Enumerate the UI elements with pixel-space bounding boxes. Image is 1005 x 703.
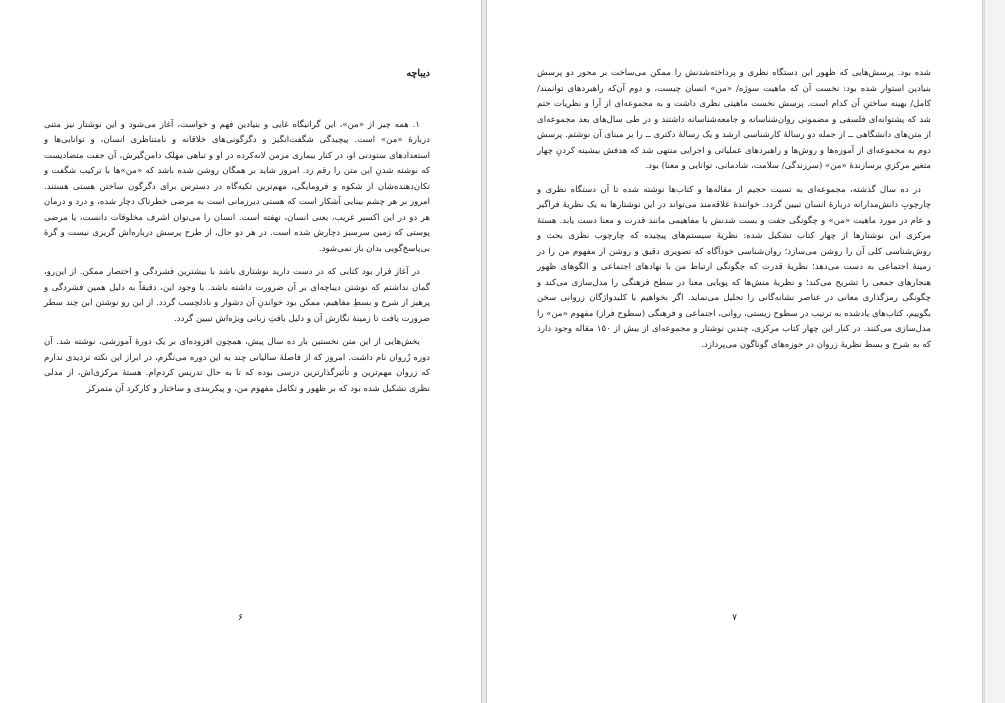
page-text-block (44, 66, 430, 405)
paragraph: در آغاز قرار بود کتابی که در دست دارید نوشتاری باشد با بیشترین فشردگی و اختصار ممکن. از این‌رو، گمان نداشتم که نوشتن دیباچه‌ای بر آن ضرورت داشته باشد. با وجود این، دقیقاً به دلیل همین فشردگی و پرهیز از شرح و بسطِ مفاهیم، ممکن بود خواندنِ آن دشوار و نادلچسب گردد. از این رو نوشتن این چند سطر ضرورت یافت تا زمینهٔ نگارش آن و دلیل بافتِ زبانی ویژه‌اش تبیین گردد. (44, 267, 430, 324)
viewer-scrollbar-track[interactable] (984, 0, 1005, 703)
paragraph: بخش‌هایی از این متن نخستین بار ده سال پیش، همچون افزوده‌ای بر یک دورهٔ آموزشی، نوشته شد. آن دوره زُروان نام داشت. امروز که از فاصلهٔ سالیانی چند به این دوره می‌نگرم، در ابراز این نکته تردیدی ندارم که زروان مهم‌ترین و تأثیرگذارترین درسی بوده که تا به حال تدریس کردم‌ام. هستهٔ مرکزی‌اش، از مدلی نظری تشکیل شده بود که بر ظهور و تکامل مفهوم من، و پیکربندی و ساختار و کارکرد آن متمرکز (44, 337, 430, 394)
document-page-right (486, 0, 983, 703)
document-page-left (0, 0, 482, 703)
page-number: ۶ (238, 613, 243, 623)
paragraph: شده بود. پرسش‌هایی که ظهور این دستگاه نظری و پرداخته‌شدنش را ممکن می‌ساخت بر محور دو پرسش بنیادین استوار شده بود: نخست آن که ماهیت سوژه/ «من» انسان چیست، و دوم آن‌که راهبردهای توانمند/ کامل/ بهینه ساختنِ آن کدام است. پرسش نخست ماهیتی نظری داشت و به مجموعه‌ای از آرا و نظریات ختم شد که پشتوانه‌ای فلسفی و مضمونی روان‌شناسانه و جامعه‌شناسانه داشتند و در طی سال‌های بعد مجموعه‌ای از متن‌های دانشگاهی ــ از جمله دو رسالهٔ کارشناسی ارشد و یک رسالهٔ دکتری ــ را بر مبنای آن نوشتم. پرسش دوم به مجموعه‌ای از آموزه‌ها و روش‌ها و راهبردهای عملیاتی و اجرایی منتهی شد که هدفش بیشینه کردنِ چهار متغیرِ مرکزیِ برسازندهٔ «من» (سرزندگی/ سلامت، شادمانی، توانایی و معنا) بود. (537, 68, 931, 171)
paragraph: در ده سال گذشته، مجموعه‌ای به نسبت حجیم از مقاله‌ها و کتاب‌ها نوشته شده تا آن دستگاه نظری و چارچوبِ دانش‌مدارانه دربارهٔ انسان تبیین گردد. خوانندهٔ علاقه‌مند می‌تواند در این نوشتارها به یک نظریهٔ فراگیر و عام در مورد ماهیت «من» و چگونگی جفت و بست شدنش با مفاهیمی مانند قدرت و معنا دست یابد. هستهٔ مرکزی این نوشتارها از چهار کتاب تشکیل شده: نظریهٔ سیستم‌های پیچیده که چارچوب نظری بحث و روش‌شناسی کلی آن را روشن می‌سازد؛ روان‌شناسی خودآگاه که تصویری دقیق و روشن از مفهوم من را در زمینهٔ اجتماعی به دست می‌دهد؛ نظریهٔ قدرت که چگونگی ارتباط من با نهادهای اجتماعی و الگوهای ظهور هنجارهای جمعی را تشریح می‌کند؛ و نظریهٔ منش‌ها که پویایی معنا در سطح فرهنگی را مدل‌سازی می‌کند و چگونگی رمزگذاری معانی در عناصر نشانه‌گانی را تحلیل می‌نماید. اگر بخواهیم با کلیدواژگان زروانی سخن بگوییم، کتاب‌های یادشده به ترتیب در سطوح زیستی، روانی، اجتماعی و فرهنگی (سطوح فراز) مفهوم «من» را مدل‌سازی می‌کنند. در کنار این چهار کتاب مرکزی، چندین نوشتار و مجموعه‌ای از بیش از ۱۵۰ مقاله وجود دارد که به شرح و بسط نظریهٔ زروان در حوزه‌های گوناگون می‌پردازد. (536, 184, 931, 350)
paragraph: ۱. همه چیز از «من»، این گرانیگاه غایی و بنیادین فهم و خواست، آغاز می‌شود و این نوشتار نیز متنی دربارهٔ «من» است. پیچیدگی شگفت‌انگیز و دگرگونی‌های خلاقانه و نامتناظری انسان، و توانایی‌ها و استعدادهای ستودنی او، در کنار بیماری مزمن لانه‌کرده در او و تباهی مهلک دامن‌گیرش، آن جفت متضادیست که نوشته شدنِ این متن را رقم زد. امروز شاید بر همگان روشن شده باشد که «من»ها با ترکیب شگفت و تکان‌دهنده‌شان از شکوه و فرومایگی، مهم‌ترین تکیه‌گاه در دسترس برای دگرگون ساختن هستی هستند. امروز بر هر چشم بینایی آشکار است که هستی دیرزمانی است به مرضی خطرناک دچار شده، و درد و درمان هر دو در این اکسیر غریب، یعنی انسان، نهفته است. انسان را می‌توان اشرف مخلوقات دانست، یا مرضی پوستی که زمین سرسبز دچارش شده است. در هر دو حال، از طرح پرسش درباره‌اش گریزی نیست و گرهٔ بی‌پاسخ‌گویی بدان باز نمی‌شود. (44, 119, 430, 254)
page-text-block (537, 66, 931, 361)
page-number: ۷ (732, 613, 737, 623)
page-heading: دیباچه (406, 68, 430, 79)
